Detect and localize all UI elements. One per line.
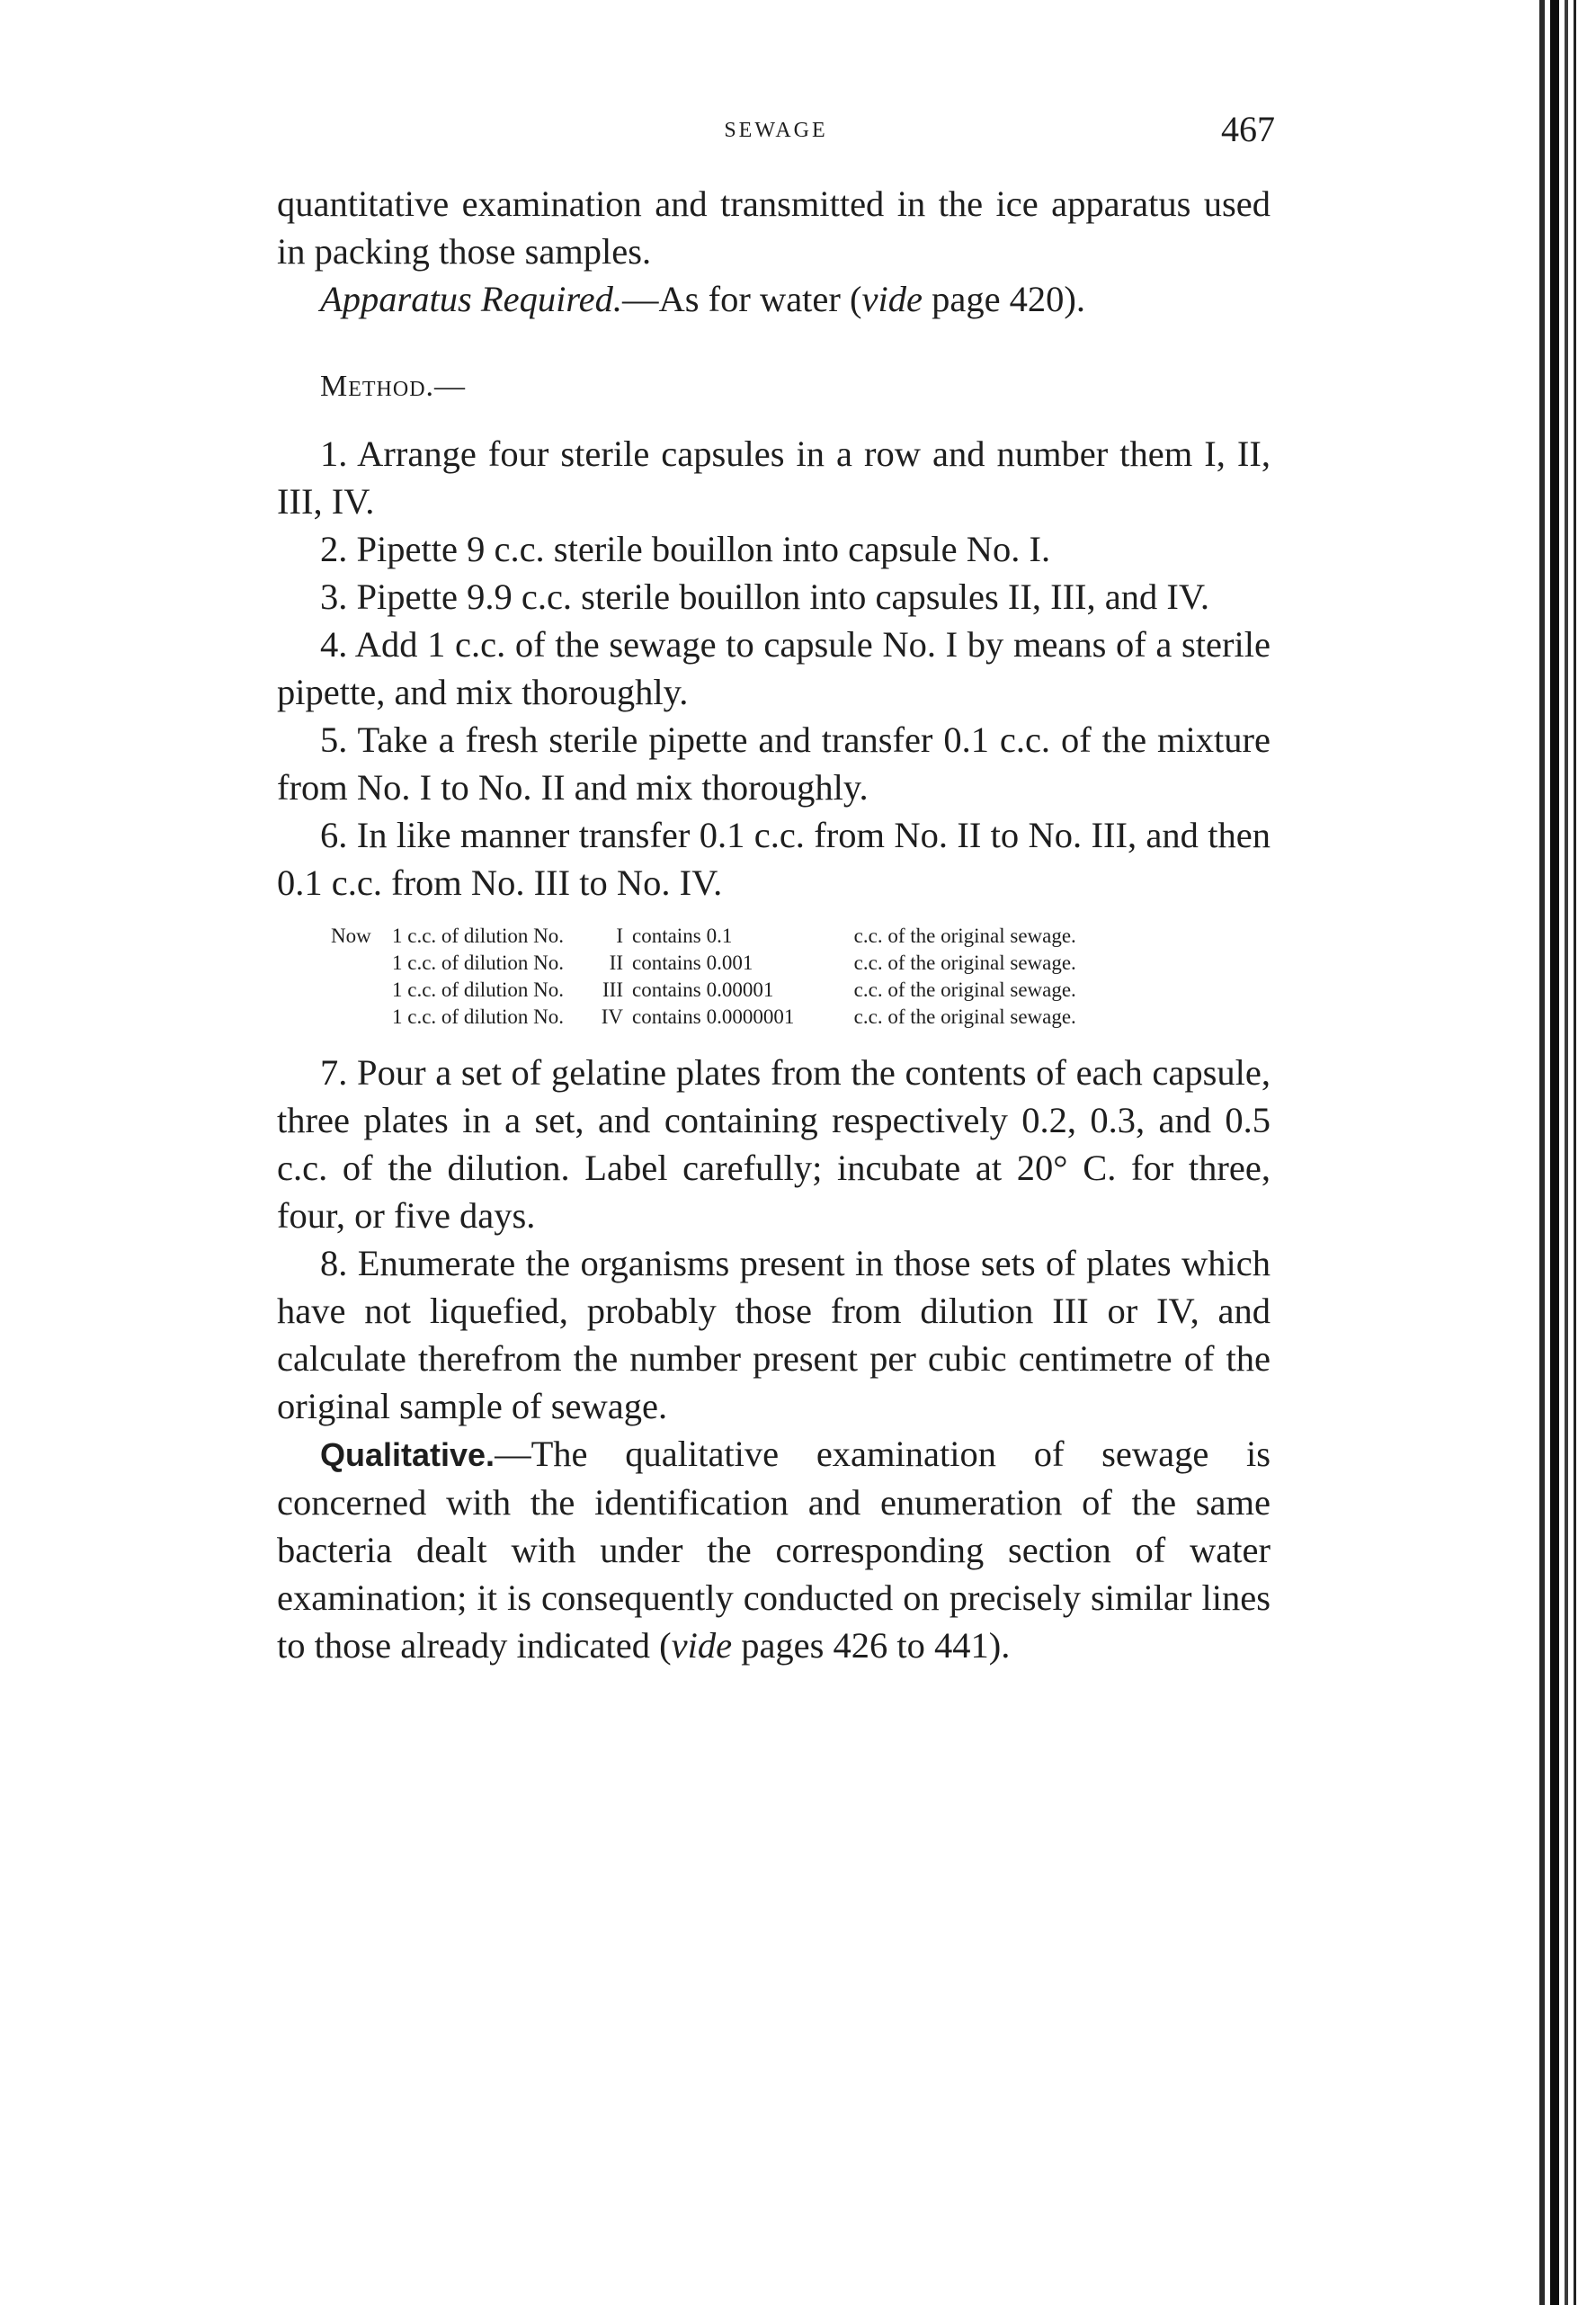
apparatus-text: —As for water ( [621,279,862,319]
table-cell-contains: contains [632,1005,701,1028]
table-cell-prefix: 1 c.c. of dilution No. [392,925,564,947]
paragraph-continuation: quantitative examination and transmitted in the ice apparatus used in packing those samples. [277,183,1271,272]
apparatus-label: Apparatus Required. [320,279,622,319]
table-cell-lead [331,950,392,977]
page-edge-margin [1574,0,1596,2305]
table-cell-lead: Now [331,925,371,947]
table-row [331,1004,1082,1031]
table-cell-value: 0.00001 [706,978,774,1001]
table-cell-lead [331,977,392,1004]
qualitative-text: —The qualitative examination of sewage is concerned with the identification and enumeration of the same bacteria dealt with under the corresponding section of water examination; it is consequently conducted on precisely similar lines to those already indicated ( [277,1434,1271,1666]
paragraph-apparatus [277,275,1271,323]
page-edge-shadow [1550,0,1559,2305]
qualitative-label: Qualitative. [320,1436,495,1473]
method-heading: Method.— [320,370,467,403]
paragraph-qualitative [277,1430,1271,1669]
dilution-table [331,923,1082,1031]
table-cell-value: 0.0000001 [706,1005,795,1028]
step-5: 5. Take a fresh sterile pipette and transfer 0.1 c.c. of the mixture from No. I to No. II and mix thoroughly. [277,719,1271,808]
step-1: 1. Arrange four sterile capsules in a row and number them I, II, III, IV. [277,433,1271,522]
table-cell-value: 0.1 [706,925,733,947]
table-cell-contains: contains [632,978,701,1001]
table-row [331,923,1082,950]
table-cell-suffix: c.c. of the original sewage. [853,978,1076,1001]
table-cell-number: III [602,978,623,1001]
step-8: 8. Enumerate the organisms present in those sets of plates which have not liquefied, probably those from dilution III or IV, and calculate therefrom the number present per cubic centimetre of the original sample of sewage. [277,1243,1271,1426]
table-row [331,977,1082,1004]
table-cell-suffix: c.c. of the original sewage. [853,951,1076,974]
table-cell-prefix: 1 c.c. of dilution No. [392,1005,564,1028]
step-7: 7. Pour a set of gelatine plates from the contents of each capsule, three plates in a set, and containing respectively 0.2, 0.3, and 0.5 c.c. of the dilution. Label carefully; incubate at 20° C. for three, four, or five days. [277,1052,1271,1236]
step-4: 4. Add 1 c.c. of the sewage to capsule No. I by means of a sterile pipette, and mix thoroughly. [277,624,1271,712]
apparatus-vide: vide [861,279,923,319]
table-cell-prefix: 1 c.c. of dilution No. [392,978,564,1001]
table-cell-number: I [616,925,623,947]
table-cell-contains: contains [632,925,701,947]
table-cell-number: IV [601,1005,623,1028]
body-text [277,180,1271,1669]
apparatus-tail: page 420). [922,279,1086,319]
page-header [277,109,1275,151]
table-cell-contains: contains [632,951,701,974]
running-head: SEWAGE [724,119,828,142]
qualitative-vide: vide [671,1625,733,1666]
table-cell-suffix: c.c. of the original sewage. [853,925,1076,947]
qualitative-tail: pages 426 to 441). [732,1625,1011,1666]
table-cell-number: II [609,951,623,974]
table-row [331,950,1082,977]
page-edge-shadow [1539,0,1545,2305]
page-edge-shadow [1565,0,1568,2305]
table-cell-lead [331,1004,392,1031]
step-6: 6. In like manner transfer 0.1 c.c. from No. II to No. III, and then 0.1 c.c. from No. III to No. IV. [277,815,1271,903]
step-3: 3. Pipette 9.9 c.c. sterile bouillon into capsules II, III, and IV. [320,576,1210,617]
page-number: 467 [1221,109,1275,149]
table-cell-suffix: c.c. of the original sewage. [853,1005,1076,1028]
step-2: 2. Pipette 9 c.c. sterile bouillon into capsule No. I. [320,529,1051,569]
table-cell-value: 0.001 [706,951,753,974]
table-cell-prefix: 1 c.c. of dilution No. [392,951,564,974]
